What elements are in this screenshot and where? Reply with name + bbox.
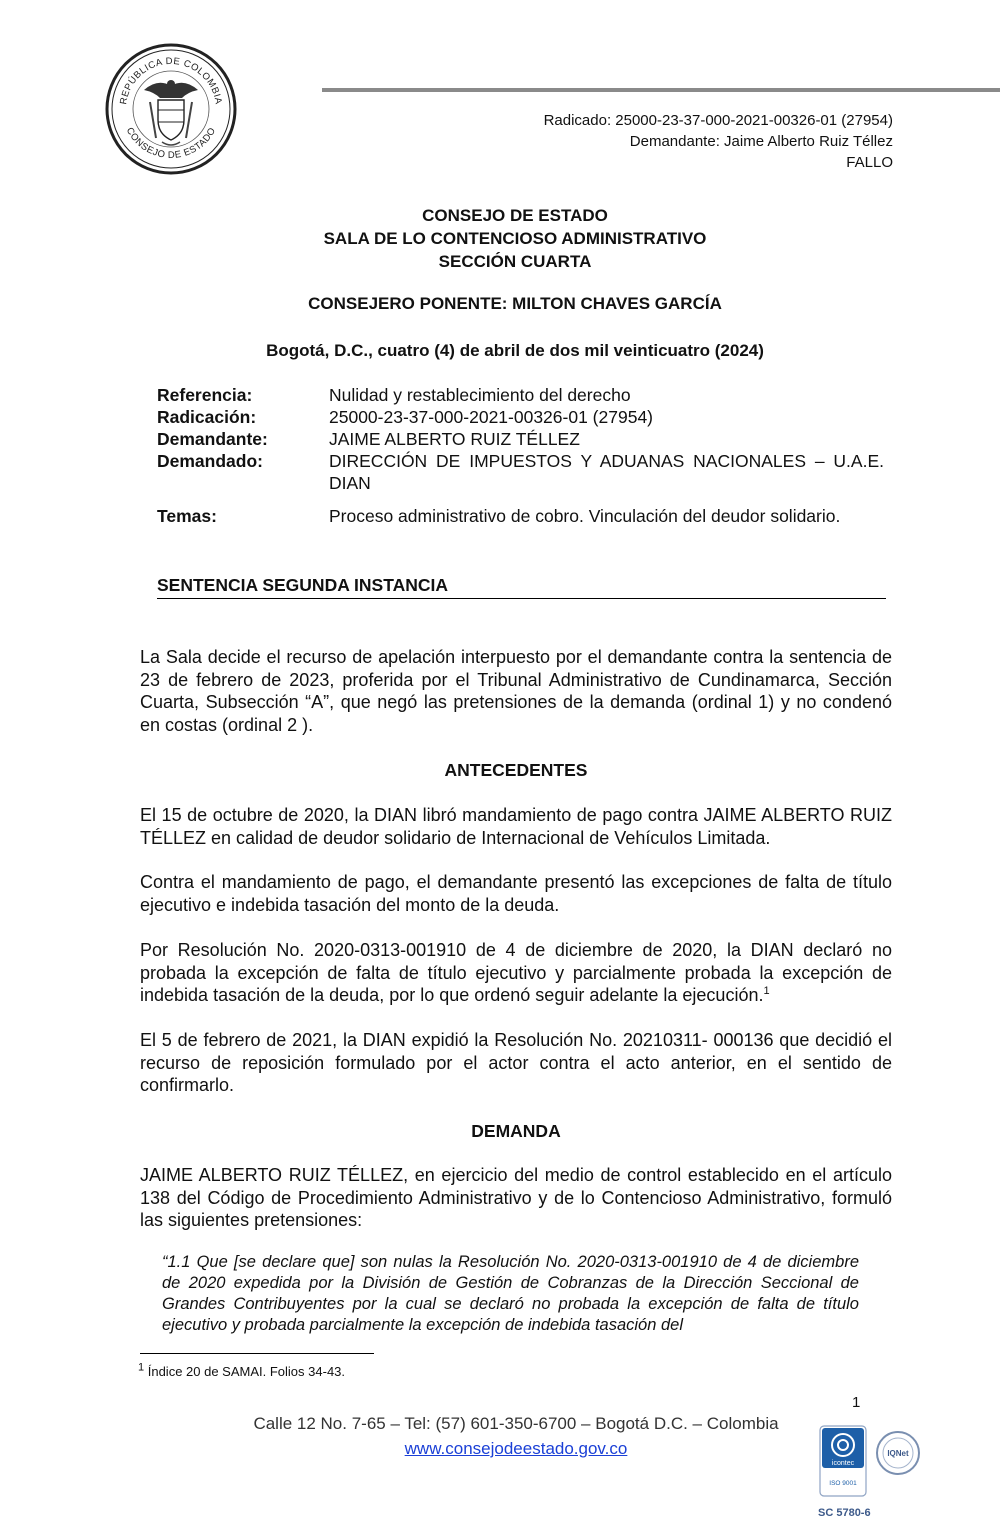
antecedentes-paragraph-3-text: Por Resolución No. 2020-0313-001910 de 4 de diciembre de 2020, la DIAN declaró no probada la excepción de falta de título ejecutivo y parcialmente probada la excepción de indebida tasación de la deuda, por lo que ordenó seguir adelante la ejecución. bbox=[140, 940, 892, 1005]
institution-line-1: CONSEJO DE ESTADO bbox=[422, 206, 608, 225]
demanda-paragraph-1: JAIME ALBERTO RUIZ TÉLLEZ, en ejercicio del medio de control establecido en el artículo 138 del Código de Procedimiento Administrativo y de lo Contencioso Administrativo, formuló las siguientes pretensiones: bbox=[140, 1165, 892, 1230]
svg-text:IQNet: IQNet bbox=[887, 1449, 909, 1458]
demanda-quote: “1.1 Que [se declare que] son nulas la Resolución No. 2020-0313-001910 de 4 de diciembre de 2020 expedida por la División de Gestión de Cobranzas de la Dirección Seccional de Grandes Contribuyentes por la cual se declaró no probada la excepción de falta de título ejecutivo y probada parcialmente la excepción de indebida tasación del bbox=[162, 1253, 859, 1334]
reference-table bbox=[157, 384, 884, 527]
document-date: Bogotá, D.C., cuatro (4) de abril de dos mil veinticuatro (2024) bbox=[266, 341, 764, 360]
reference-label: Referencia: bbox=[157, 385, 253, 405]
reference-value: 25000-23-37-000-2021-00326-01 (27954) bbox=[329, 407, 653, 427]
reference-row bbox=[157, 505, 884, 527]
antecedentes-title: ANTECEDENTES bbox=[444, 760, 588, 780]
header-meta bbox=[544, 110, 893, 173]
header-radicado: Radicado: 25000-23-37-000-2021-00326-01 (27954) bbox=[543, 112, 893, 129]
footer-address: Calle 12 No. 7-65 – Tel: (57) 601-350-6700 – Bogotá D.C. – Colombia bbox=[253, 1414, 779, 1433]
antecedentes-paragraph-2: Contra el mandamiento de pago, el demandante presentó las excepciones de falta de título ejecutivo e indebida tasación del monto de la deuda. bbox=[140, 872, 892, 915]
footnote-reference[interactable]: 1 bbox=[763, 985, 770, 997]
reference-row bbox=[157, 384, 884, 406]
reference-label: Radicación: bbox=[157, 407, 257, 427]
reference-label: Demandante: bbox=[157, 429, 268, 449]
reference-value: Proceso administrativo de cobro. Vinculación del deudor solidario. bbox=[329, 506, 841, 526]
reference-row bbox=[157, 428, 884, 450]
reference-value: Nulidad y restablecimiento del derecho bbox=[329, 385, 631, 405]
icontec-certification-badge bbox=[819, 1425, 867, 1497]
coat-of-arms-icon bbox=[144, 80, 198, 145]
institution-line-3: SECCIÓN CUARTA bbox=[438, 252, 592, 271]
reference-row bbox=[157, 450, 884, 494]
institution-line-2: SALA DE LO CONTENCIOSO ADMINISTRATIVO bbox=[323, 229, 707, 248]
antecedentes-paragraph-1: El 15 de octubre de 2020, la DIAN libró mandamiento de pago contra JAIME ALBERTO RUIZ TÉLLEZ en calidad de deudor solidario de Internacional de Vehículos Limitada. bbox=[140, 805, 892, 848]
reference-label: Temas: bbox=[157, 506, 217, 526]
iqnet-certification-badge bbox=[875, 1430, 921, 1476]
demanda-title: DEMANDA bbox=[471, 1121, 561, 1141]
svg-text:ISO 9001: ISO 9001 bbox=[829, 1480, 857, 1487]
footnote-separator bbox=[140, 1353, 374, 1354]
page-number: 1 bbox=[852, 1394, 861, 1411]
header-document-type: FALLO bbox=[846, 154, 893, 171]
institution-block bbox=[140, 204, 890, 273]
consejo-de-estado-seal bbox=[104, 42, 238, 176]
consejero-ponente: CONSEJERO PONENTE: MILTON CHAVES GARCÍA bbox=[308, 294, 722, 313]
reference-row bbox=[157, 406, 884, 428]
sentencia-title: SENTENCIA SEGUNDA INSTANCIA bbox=[157, 575, 886, 599]
website-link[interactable]: www.consejodeestado.gov.co bbox=[404, 1439, 628, 1458]
reference-value: DIRECCIÓN DE IMPUESTOS Y ADUANAS NACIONALES – U.A.E. DIAN bbox=[329, 451, 884, 493]
svg-text:CONSEJO DE ESTADO: CONSEJO DE ESTADO bbox=[123, 125, 219, 162]
certification-code: SC 5780-6 bbox=[818, 1507, 871, 1519]
antecedentes-paragraph-3 bbox=[140, 939, 892, 1007]
intro-paragraph: La Sala decide el recurso de apelación interpuesto por el demandante contra la sentencia de 23 de febrero de 2023, proferida por el Tribunal Administrativo de Cundinamarca, Sección Cuarta, Subsección “A”, que negó las pretensiones de la demanda (ordinal 1) y no condenó en costas (ordinal 2 ). bbox=[140, 647, 892, 735]
header-rule bbox=[322, 88, 1000, 92]
antecedentes-paragraph-4: El 5 de febrero de 2021, la DIAN expidió la Resolución No. 20210311- 000136 que decidió el recurso de reposición formulado por el actor contra el acto anterior, en el sentido de confirmarlo. bbox=[140, 1030, 892, 1095]
header-demandante: Demandante: Jaime Alberto Ruiz Téllez bbox=[629, 133, 893, 150]
footer-website bbox=[140, 1439, 892, 1459]
svg-text:icontec: icontec bbox=[831, 1460, 855, 1467]
footnote bbox=[138, 1361, 346, 1379]
footnote-text: Índice 20 de SAMAI. Folios 34-43. bbox=[144, 1364, 346, 1379]
reference-value: JAIME ALBERTO RUIZ TÉLLEZ bbox=[329, 429, 580, 449]
footnote-number: 1 bbox=[138, 1361, 145, 1374]
svg-text:REPÚBLICA DE COLOMBIA: REPÚBLICA DE COLOMBIA bbox=[118, 55, 224, 106]
reference-label: Demandado: bbox=[157, 451, 263, 471]
